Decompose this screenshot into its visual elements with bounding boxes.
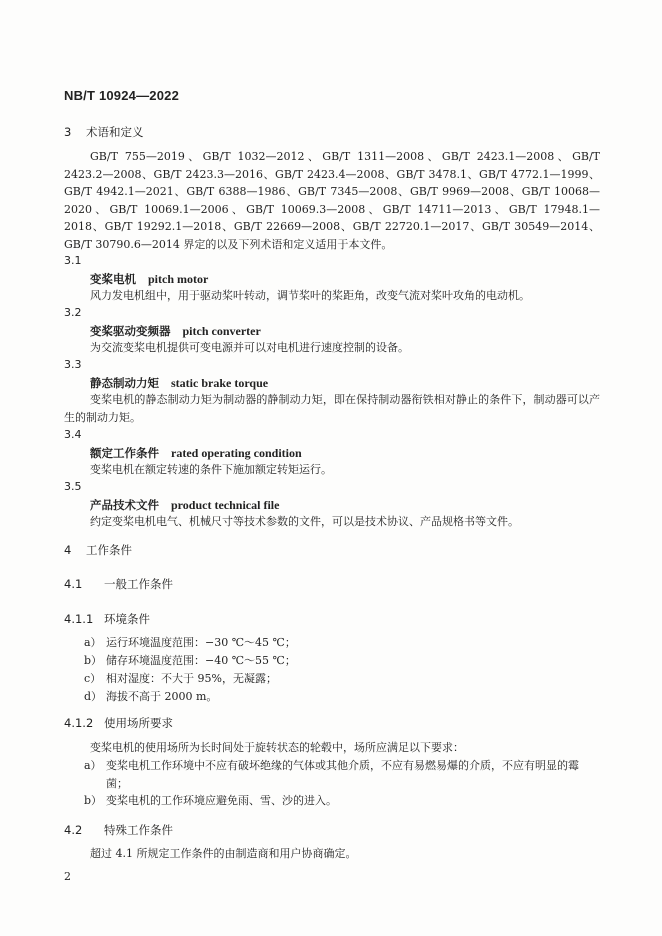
list-marker: a） bbox=[84, 636, 102, 649]
clause-4-1-heading bbox=[64, 576, 173, 592]
term-en: rated operating condition bbox=[171, 446, 302, 460]
clause-4-2-heading bbox=[64, 822, 173, 838]
term-en: static brake torque bbox=[171, 376, 269, 390]
term-heading bbox=[90, 497, 279, 513]
term-heading bbox=[90, 323, 261, 339]
term-en: pitch motor bbox=[148, 272, 209, 286]
section-3-heading bbox=[64, 124, 144, 140]
clause-4-1-2-intro: 变桨电机的使用场所为长时间处于旋转状态的轮毂中，场所应满足以下要求： bbox=[90, 741, 464, 754]
term-en: product technical file bbox=[171, 498, 280, 512]
section-title: 术语和定义 bbox=[86, 125, 144, 139]
section-4-heading bbox=[64, 542, 132, 558]
term-heading bbox=[90, 445, 302, 461]
section-3-intro-paragraph: GB/T 755—2019、GB/T 1032—2012、GB/T 1311—2008、GB/T 2423.1—2008、GB/T 2423.2—2008、GB/T 2423.3—2016、GB/T 2423.4—2008、GB/T 3478.1、GB/T 4772.1—1999、GB/T 4942.1—2021、GB/T 6388—1986、GB/T 7345—2008、GB/T 9969—2008、GB/T 10068—2020、GB/T 10069.1—2006、GB/T 10069.3—2008、GB/T 14711—2013、GB/T 17948.1—2018、GB/T 19292.1—2018、GB/T 22669—2008、GB/T 22720.1—2017、GB/T 30549—2014、GB/T 30790.6—2014 界定的以及下列术语和定义适用于本文件。 bbox=[64, 150, 600, 251]
list-item bbox=[84, 792, 600, 810]
clause-number: 4.2 bbox=[64, 823, 83, 837]
term-definition: 风力发电机组中，用于驱动桨叶转动，调节桨叶的桨距角，改变气流对桨叶攻角的电动机。 bbox=[90, 289, 530, 302]
clause-number: 4.1.2 bbox=[64, 716, 94, 730]
list-text: 运行环境温度范围：−30 ℃～45 ℃； bbox=[106, 636, 296, 649]
term-number: 3.3 bbox=[64, 358, 82, 371]
list-marker: d） bbox=[84, 690, 103, 703]
term-heading bbox=[90, 375, 268, 391]
term-number: 3.4 bbox=[64, 428, 82, 441]
list-text: 变桨电机的工作环境应避免雨、雪、沙的进入。 bbox=[106, 794, 337, 807]
list-marker: a） bbox=[84, 759, 102, 772]
term-number: 3.2 bbox=[64, 306, 82, 319]
list-text: 变桨电机工作环境中不应有破坏绝缘的气体或其他介质，不应有易燃易爆的介质，不应有明显的霉菌； bbox=[106, 759, 579, 790]
section-number: 3 bbox=[64, 125, 72, 139]
list-item bbox=[84, 670, 600, 688]
list-marker: c） bbox=[84, 672, 102, 685]
page-number: 2 bbox=[64, 870, 71, 883]
term-definition: 变桨电机的静态制动力矩为制动器的静制动力矩，即在保持制动器衔铁相对静止的条件下，制动器可以产生的制动力矩。 bbox=[64, 393, 600, 424]
clause-title: 使用场所要求 bbox=[104, 716, 173, 730]
term-number: 3.5 bbox=[64, 480, 82, 493]
clause-title: 一般工作条件 bbox=[104, 577, 173, 591]
list-item bbox=[84, 652, 600, 670]
clause-4-1-2-heading bbox=[64, 715, 173, 731]
clause-number: 4.1 bbox=[64, 577, 83, 591]
clause-title: 特殊工作条件 bbox=[104, 823, 173, 837]
list-item bbox=[84, 757, 600, 792]
list-item bbox=[84, 688, 600, 706]
clause-4-1-1-heading bbox=[64, 611, 150, 627]
term-number: 3.1 bbox=[64, 254, 82, 267]
term-heading bbox=[90, 271, 208, 287]
section-title: 工作条件 bbox=[86, 543, 132, 557]
clause-4-2-text: 超过 4.1 所规定工作条件的由制造商和用户协商确定。 bbox=[90, 847, 357, 860]
term-definition: 约定变桨电机电气、机械尺寸等技术参数的文件，可以是技术协议、产品规格书等文件。 bbox=[90, 515, 519, 528]
list-text: 相对湿度：不大于 95%，无凝露； bbox=[106, 672, 277, 685]
list-item bbox=[84, 634, 600, 652]
term-zh: 额定工作条件 bbox=[90, 446, 159, 460]
list-text: 海拔不高于 2000 m。 bbox=[106, 690, 218, 703]
term-en: pitch converter bbox=[182, 324, 261, 338]
term-definition: 变桨电机在额定转速的条件下施加额定转矩运行。 bbox=[90, 463, 332, 476]
term-zh: 产品技术文件 bbox=[90, 498, 159, 512]
term-zh: 变桨电机 bbox=[90, 272, 136, 286]
clause-number: 4.1.1 bbox=[64, 612, 94, 626]
list-text: 储存环境温度范围：−40 ℃～55 ℃； bbox=[106, 654, 296, 667]
term-zh: 静态制动力矩 bbox=[90, 376, 159, 390]
term-definition: 为交流变桨电机提供可变电源并可以对电机进行速度控制的设备。 bbox=[90, 341, 409, 354]
list-marker: b） bbox=[84, 794, 103, 807]
standard-number: NB/T 10924—2022 bbox=[64, 88, 180, 103]
list-marker: b） bbox=[84, 654, 103, 667]
clause-title: 环境条件 bbox=[104, 612, 150, 626]
section-number: 4 bbox=[64, 543, 72, 557]
term-zh: 变桨驱动变频器 bbox=[90, 324, 171, 338]
